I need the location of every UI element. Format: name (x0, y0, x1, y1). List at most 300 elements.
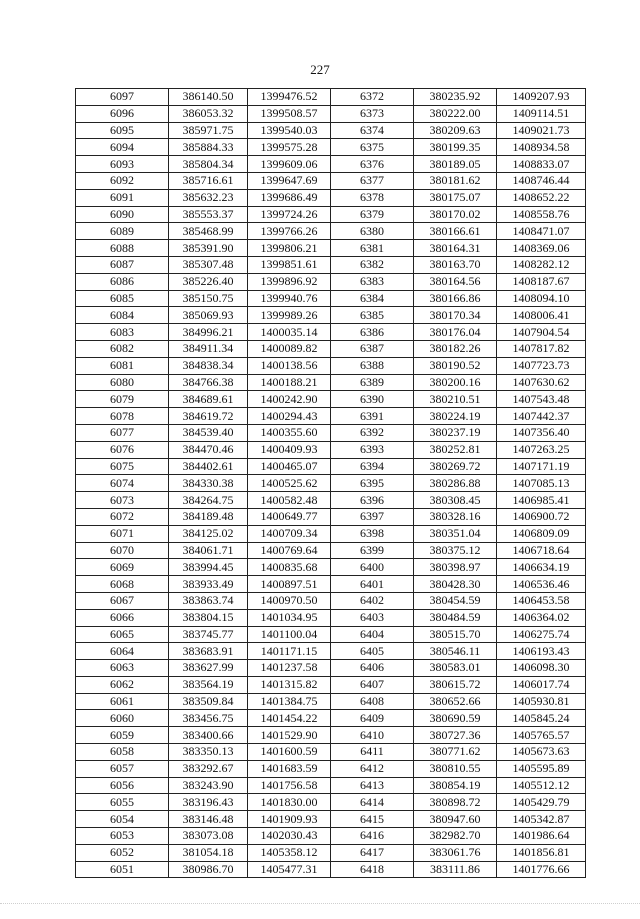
x-coordinate-left: 383627.99 (169, 660, 248, 677)
y-coordinate-right: 1406017.74 (497, 676, 586, 693)
point-number-right: 6381 (331, 240, 414, 257)
table-row (76, 206, 586, 223)
y-coordinate-left: 1400525.62 (248, 475, 331, 492)
point-number-left: 6054 (76, 811, 169, 828)
point-number-left: 6076 (76, 441, 169, 458)
x-coordinate-right: 383111.86 (414, 861, 497, 878)
point-number-left: 6073 (76, 492, 169, 509)
point-number-right: 6393 (331, 441, 414, 458)
x-coordinate-left: 385553.37 (169, 206, 248, 223)
x-coordinate-left: 383196.43 (169, 794, 248, 811)
y-coordinate-right: 1405673.63 (497, 744, 586, 761)
y-coordinate-right: 1407817.82 (497, 340, 586, 357)
point-number-left: 6055 (76, 794, 169, 811)
table-row (76, 576, 586, 593)
point-number-left: 6095 (76, 122, 169, 139)
y-coordinate-left: 1399851.61 (248, 256, 331, 273)
x-coordinate-right: 380190.52 (414, 357, 497, 374)
y-coordinate-right: 1405429.79 (497, 794, 586, 811)
y-coordinate-left: 1399609.06 (248, 156, 331, 173)
point-number-right: 6413 (331, 777, 414, 794)
x-coordinate-left: 383509.84 (169, 693, 248, 710)
point-number-left: 6066 (76, 609, 169, 626)
point-number-left: 6052 (76, 844, 169, 861)
point-number-left: 6075 (76, 458, 169, 475)
table-row (76, 542, 586, 559)
point-number-left: 6089 (76, 223, 169, 240)
point-number-left: 6083 (76, 324, 169, 341)
y-coordinate-right: 1401986.64 (497, 828, 586, 845)
point-number-left: 6087 (76, 256, 169, 273)
x-coordinate-right: 380771.62 (414, 744, 497, 761)
table-row (76, 324, 586, 341)
y-coordinate-left: 1401600.59 (248, 744, 331, 761)
y-coordinate-left: 1401034.95 (248, 609, 331, 626)
y-coordinate-right: 1405765.57 (497, 727, 586, 744)
point-number-left: 6091 (76, 189, 169, 206)
y-coordinate-left: 1399476.52 (248, 89, 331, 106)
point-number-left: 6057 (76, 760, 169, 777)
y-coordinate-left: 1401237.58 (248, 660, 331, 677)
x-coordinate-right: 380583.01 (414, 660, 497, 677)
point-number-right: 6398 (331, 525, 414, 542)
y-coordinate-left: 1399540.03 (248, 122, 331, 139)
x-coordinate-right: 380163.70 (414, 256, 497, 273)
y-coordinate-right: 1405342.87 (497, 811, 586, 828)
point-number-left: 6068 (76, 576, 169, 593)
y-coordinate-right: 1406718.64 (497, 542, 586, 559)
y-coordinate-left: 1399989.26 (248, 307, 331, 324)
point-number-left: 6072 (76, 508, 169, 525)
y-coordinate-right: 1408282.12 (497, 256, 586, 273)
x-coordinate-left: 385468.99 (169, 223, 248, 240)
table-row (76, 391, 586, 408)
x-coordinate-right: 380546.11 (414, 643, 497, 660)
point-number-left: 6085 (76, 290, 169, 307)
x-coordinate-right: 380484.59 (414, 609, 497, 626)
point-number-right: 6406 (331, 660, 414, 677)
y-coordinate-left: 1400089.82 (248, 340, 331, 357)
y-coordinate-right: 1407442.37 (497, 408, 586, 425)
y-coordinate-right: 1407263.25 (497, 441, 586, 458)
y-coordinate-left: 1400582.48 (248, 492, 331, 509)
x-coordinate-left: 384911.34 (169, 340, 248, 357)
x-coordinate-left: 384689.61 (169, 391, 248, 408)
table-row (76, 525, 586, 542)
point-number-left: 6088 (76, 240, 169, 257)
y-coordinate-right: 1401776.66 (497, 861, 586, 878)
x-coordinate-right: 380515.70 (414, 626, 497, 643)
y-coordinate-right: 1408746.44 (497, 172, 586, 189)
x-coordinate-right: 380375.12 (414, 542, 497, 559)
x-coordinate-left: 384125.02 (169, 525, 248, 542)
table-row (76, 475, 586, 492)
point-number-right: 6386 (331, 324, 414, 341)
point-number-left: 6081 (76, 357, 169, 374)
y-coordinate-right: 1406098.30 (497, 660, 586, 677)
table-row (76, 811, 586, 828)
point-number-right: 6412 (331, 760, 414, 777)
y-coordinate-right: 1401856.81 (497, 844, 586, 861)
x-coordinate-right: 383061.76 (414, 844, 497, 861)
table-row (76, 458, 586, 475)
y-coordinate-left: 1400138.56 (248, 357, 331, 374)
x-coordinate-right: 380308.45 (414, 492, 497, 509)
x-coordinate-left: 383863.74 (169, 592, 248, 609)
y-coordinate-right: 1408652.22 (497, 189, 586, 206)
x-coordinate-right: 380947.60 (414, 811, 497, 828)
x-coordinate-right: 380854.19 (414, 777, 497, 794)
x-coordinate-left: 383400.66 (169, 727, 248, 744)
y-coordinate-left: 1401454.22 (248, 710, 331, 727)
table-row (76, 676, 586, 693)
page-number: 227 (310, 62, 330, 77)
y-coordinate-right: 1406536.46 (497, 576, 586, 593)
y-coordinate-left: 1400035.14 (248, 324, 331, 341)
point-number-right: 6388 (331, 357, 414, 374)
y-coordinate-right: 1408471.07 (497, 223, 586, 240)
point-number-left: 6084 (76, 307, 169, 324)
x-coordinate-right: 380810.55 (414, 760, 497, 777)
point-number-right: 6416 (331, 828, 414, 845)
x-coordinate-right: 380164.31 (414, 240, 497, 257)
y-coordinate-right: 1406453.58 (497, 592, 586, 609)
x-coordinate-right: 380170.02 (414, 206, 497, 223)
y-coordinate-left: 1400769.64 (248, 542, 331, 559)
y-coordinate-right: 1406900.72 (497, 508, 586, 525)
point-number-left: 6064 (76, 643, 169, 660)
table-row (76, 760, 586, 777)
point-number-right: 6379 (331, 206, 414, 223)
x-coordinate-left: 383994.45 (169, 559, 248, 576)
table-row (76, 744, 586, 761)
point-number-left: 6096 (76, 105, 169, 122)
page-edge-line (0, 903, 640, 904)
point-number-left: 6082 (76, 340, 169, 357)
y-coordinate-right: 1408187.67 (497, 273, 586, 290)
table-row (76, 189, 586, 206)
x-coordinate-left: 384330.38 (169, 475, 248, 492)
x-coordinate-right: 380176.04 (414, 324, 497, 341)
y-coordinate-left: 1400709.34 (248, 525, 331, 542)
y-coordinate-right: 1407723.73 (497, 357, 586, 374)
x-coordinate-right: 380200.16 (414, 374, 497, 391)
y-coordinate-right: 1409021.73 (497, 122, 586, 139)
x-coordinate-left: 383073.08 (169, 828, 248, 845)
y-coordinate-left: 1399686.49 (248, 189, 331, 206)
y-coordinate-right: 1408833.07 (497, 156, 586, 173)
table-row (76, 290, 586, 307)
y-coordinate-left: 1400970.50 (248, 592, 331, 609)
x-coordinate-right: 380166.86 (414, 290, 497, 307)
point-number-right: 6387 (331, 340, 414, 357)
y-coordinate-right: 1405930.81 (497, 693, 586, 710)
x-coordinate-right: 380615.72 (414, 676, 497, 693)
x-coordinate-right: 380286.88 (414, 475, 497, 492)
x-coordinate-left: 384619.72 (169, 408, 248, 425)
x-coordinate-left: 385391.90 (169, 240, 248, 257)
y-coordinate-right: 1408934.58 (497, 139, 586, 156)
y-coordinate-left: 1402030.43 (248, 828, 331, 845)
x-coordinate-left: 384402.61 (169, 458, 248, 475)
table-row (76, 408, 586, 425)
y-coordinate-left: 1400188.21 (248, 374, 331, 391)
point-number-left: 6053 (76, 828, 169, 845)
point-number-right: 6411 (331, 744, 414, 761)
y-coordinate-left: 1405358.12 (248, 844, 331, 861)
y-coordinate-left: 1400897.51 (248, 576, 331, 593)
table-row (76, 240, 586, 257)
x-coordinate-left: 385069.93 (169, 307, 248, 324)
table-row (76, 223, 586, 240)
table-row (76, 609, 586, 626)
point-number-right: 6414 (331, 794, 414, 811)
y-coordinate-right: 1405595.89 (497, 760, 586, 777)
y-coordinate-left: 1401171.15 (248, 643, 331, 660)
x-coordinate-left: 385716.61 (169, 172, 248, 189)
x-coordinate-left: 384838.34 (169, 357, 248, 374)
point-number-right: 6410 (331, 727, 414, 744)
x-coordinate-right: 380170.34 (414, 307, 497, 324)
y-coordinate-left: 1400242.90 (248, 391, 331, 408)
table-row (76, 660, 586, 677)
point-number-right: 6395 (331, 475, 414, 492)
table-row (76, 861, 586, 878)
table-row (76, 340, 586, 357)
x-coordinate-left: 386140.50 (169, 89, 248, 106)
point-number-right: 6403 (331, 609, 414, 626)
x-coordinate-right: 380224.19 (414, 408, 497, 425)
point-number-left: 6077 (76, 424, 169, 441)
x-coordinate-right: 380652.66 (414, 693, 497, 710)
table-row (76, 156, 586, 173)
point-number-left: 6086 (76, 273, 169, 290)
y-coordinate-left: 1399806.21 (248, 240, 331, 257)
point-number-right: 6396 (331, 492, 414, 509)
x-coordinate-left: 384539.40 (169, 424, 248, 441)
table-row (76, 172, 586, 189)
point-number-right: 6394 (331, 458, 414, 475)
point-number-left: 6080 (76, 374, 169, 391)
x-coordinate-left: 383933.49 (169, 576, 248, 593)
x-coordinate-left: 381054.18 (169, 844, 248, 861)
table-row (76, 441, 586, 458)
y-coordinate-left: 1400649.77 (248, 508, 331, 525)
y-coordinate-left: 1400835.68 (248, 559, 331, 576)
point-number-right: 6383 (331, 273, 414, 290)
y-coordinate-left: 1399724.26 (248, 206, 331, 223)
x-coordinate-left: 383564.19 (169, 676, 248, 693)
y-coordinate-left: 1400465.07 (248, 458, 331, 475)
x-coordinate-left: 384264.75 (169, 492, 248, 509)
point-number-left: 6069 (76, 559, 169, 576)
y-coordinate-right: 1406634.19 (497, 559, 586, 576)
y-coordinate-right: 1408094.10 (497, 290, 586, 307)
table-row (76, 89, 586, 106)
point-number-right: 6390 (331, 391, 414, 408)
x-coordinate-left: 385307.48 (169, 256, 248, 273)
y-coordinate-right: 1408558.76 (497, 206, 586, 223)
point-number-right: 6409 (331, 710, 414, 727)
table-row (76, 273, 586, 290)
table-row (76, 828, 586, 845)
point-number-right: 6380 (331, 223, 414, 240)
point-number-right: 6417 (331, 844, 414, 861)
table-row (76, 122, 586, 139)
point-number-right: 6392 (331, 424, 414, 441)
x-coordinate-right: 380328.16 (414, 508, 497, 525)
point-number-right: 6402 (331, 592, 414, 609)
y-coordinate-left: 1401909.93 (248, 811, 331, 828)
point-number-right: 6373 (331, 105, 414, 122)
point-number-right: 6418 (331, 861, 414, 878)
x-coordinate-left: 383350.13 (169, 744, 248, 761)
point-number-left: 6065 (76, 626, 169, 643)
x-coordinate-left: 380986.70 (169, 861, 248, 878)
x-coordinate-left: 385804.34 (169, 156, 248, 173)
point-number-right: 6408 (331, 693, 414, 710)
y-coordinate-right: 1406985.41 (497, 492, 586, 509)
table-row (76, 794, 586, 811)
point-number-right: 6404 (331, 626, 414, 643)
point-number-right: 6382 (331, 256, 414, 273)
x-coordinate-left: 385884.33 (169, 139, 248, 156)
x-coordinate-right: 380454.59 (414, 592, 497, 609)
table-row (76, 508, 586, 525)
y-coordinate-left: 1401756.58 (248, 777, 331, 794)
point-number-left: 6051 (76, 861, 169, 878)
table-row (76, 105, 586, 122)
point-number-left: 6067 (76, 592, 169, 609)
x-coordinate-right: 380252.81 (414, 441, 497, 458)
table-row (76, 844, 586, 861)
table-row (76, 643, 586, 660)
point-number-left: 6058 (76, 744, 169, 761)
point-number-right: 6400 (331, 559, 414, 576)
y-coordinate-left: 1399575.28 (248, 139, 331, 156)
point-number-left: 6094 (76, 139, 169, 156)
table-row (76, 492, 586, 509)
x-coordinate-left: 383456.75 (169, 710, 248, 727)
y-coordinate-right: 1406809.09 (497, 525, 586, 542)
y-coordinate-left: 1401529.90 (248, 727, 331, 744)
y-coordinate-right: 1409114.51 (497, 105, 586, 122)
x-coordinate-left: 384996.21 (169, 324, 248, 341)
x-coordinate-right: 380199.35 (414, 139, 497, 156)
point-number-left: 6093 (76, 156, 169, 173)
y-coordinate-left: 1400409.93 (248, 441, 331, 458)
table-row (76, 307, 586, 324)
point-number-right: 6399 (331, 542, 414, 559)
x-coordinate-left: 385971.75 (169, 122, 248, 139)
x-coordinate-left: 383243.90 (169, 777, 248, 794)
x-coordinate-right: 382982.70 (414, 828, 497, 845)
y-coordinate-left: 1399766.26 (248, 223, 331, 240)
point-number-left: 6056 (76, 777, 169, 794)
table-row (76, 693, 586, 710)
point-number-right: 6385 (331, 307, 414, 324)
point-number-right: 6372 (331, 89, 414, 106)
x-coordinate-right: 380727.36 (414, 727, 497, 744)
x-coordinate-right: 380166.61 (414, 223, 497, 240)
table-row (76, 727, 586, 744)
point-number-right: 6376 (331, 156, 414, 173)
y-coordinate-left: 1401830.00 (248, 794, 331, 811)
table-row (76, 559, 586, 576)
x-coordinate-left: 385226.40 (169, 273, 248, 290)
point-number-left: 6061 (76, 693, 169, 710)
table-row (76, 592, 586, 609)
x-coordinate-left: 384766.38 (169, 374, 248, 391)
point-number-left: 6074 (76, 475, 169, 492)
y-coordinate-left: 1401315.82 (248, 676, 331, 693)
y-coordinate-right: 1407543.48 (497, 391, 586, 408)
x-coordinate-right: 380690.59 (414, 710, 497, 727)
table-row (76, 256, 586, 273)
x-coordinate-right: 380222.00 (414, 105, 497, 122)
point-number-left: 6070 (76, 542, 169, 559)
x-coordinate-right: 380269.72 (414, 458, 497, 475)
y-coordinate-right: 1407904.54 (497, 324, 586, 341)
x-coordinate-left: 383804.15 (169, 609, 248, 626)
table-row (76, 626, 586, 643)
y-coordinate-right: 1406193.43 (497, 643, 586, 660)
x-coordinate-right: 380898.72 (414, 794, 497, 811)
x-coordinate-right: 380175.07 (414, 189, 497, 206)
y-coordinate-left: 1400355.60 (248, 424, 331, 441)
point-number-right: 6378 (331, 189, 414, 206)
x-coordinate-left: 385150.75 (169, 290, 248, 307)
point-number-left: 6071 (76, 525, 169, 542)
y-coordinate-left: 1399647.69 (248, 172, 331, 189)
x-coordinate-left: 383745.77 (169, 626, 248, 643)
y-coordinate-right: 1405845.24 (497, 710, 586, 727)
y-coordinate-right: 1407630.62 (497, 374, 586, 391)
y-coordinate-left: 1400294.43 (248, 408, 331, 425)
x-coordinate-right: 380189.05 (414, 156, 497, 173)
y-coordinate-right: 1407085.13 (497, 475, 586, 492)
y-coordinate-left: 1401384.75 (248, 693, 331, 710)
y-coordinate-left: 1401683.59 (248, 760, 331, 777)
table-row (76, 357, 586, 374)
y-coordinate-right: 1407356.40 (497, 424, 586, 441)
y-coordinate-left: 1405477.31 (248, 861, 331, 878)
x-coordinate-left: 385632.23 (169, 189, 248, 206)
point-number-right: 6389 (331, 374, 414, 391)
y-coordinate-right: 1406275.74 (497, 626, 586, 643)
point-number-left: 6063 (76, 660, 169, 677)
y-coordinate-right: 1406364.02 (497, 609, 586, 626)
x-coordinate-left: 383683.91 (169, 643, 248, 660)
table-row (76, 424, 586, 441)
table-row (76, 139, 586, 156)
point-number-left: 6062 (76, 676, 169, 693)
y-coordinate-left: 1399940.76 (248, 290, 331, 307)
table-row (76, 777, 586, 794)
x-coordinate-left: 383292.67 (169, 760, 248, 777)
x-coordinate-right: 380235.92 (414, 89, 497, 106)
point-number-right: 6375 (331, 139, 414, 156)
x-coordinate-left: 384189.48 (169, 508, 248, 525)
x-coordinate-right: 380351.04 (414, 525, 497, 542)
x-coordinate-left: 384470.46 (169, 441, 248, 458)
y-coordinate-right: 1407171.19 (497, 458, 586, 475)
x-coordinate-left: 384061.71 (169, 542, 248, 559)
x-coordinate-right: 380398.97 (414, 559, 497, 576)
y-coordinate-left: 1401100.04 (248, 626, 331, 643)
y-coordinate-right: 1409207.93 (497, 89, 586, 106)
table-row (76, 374, 586, 391)
